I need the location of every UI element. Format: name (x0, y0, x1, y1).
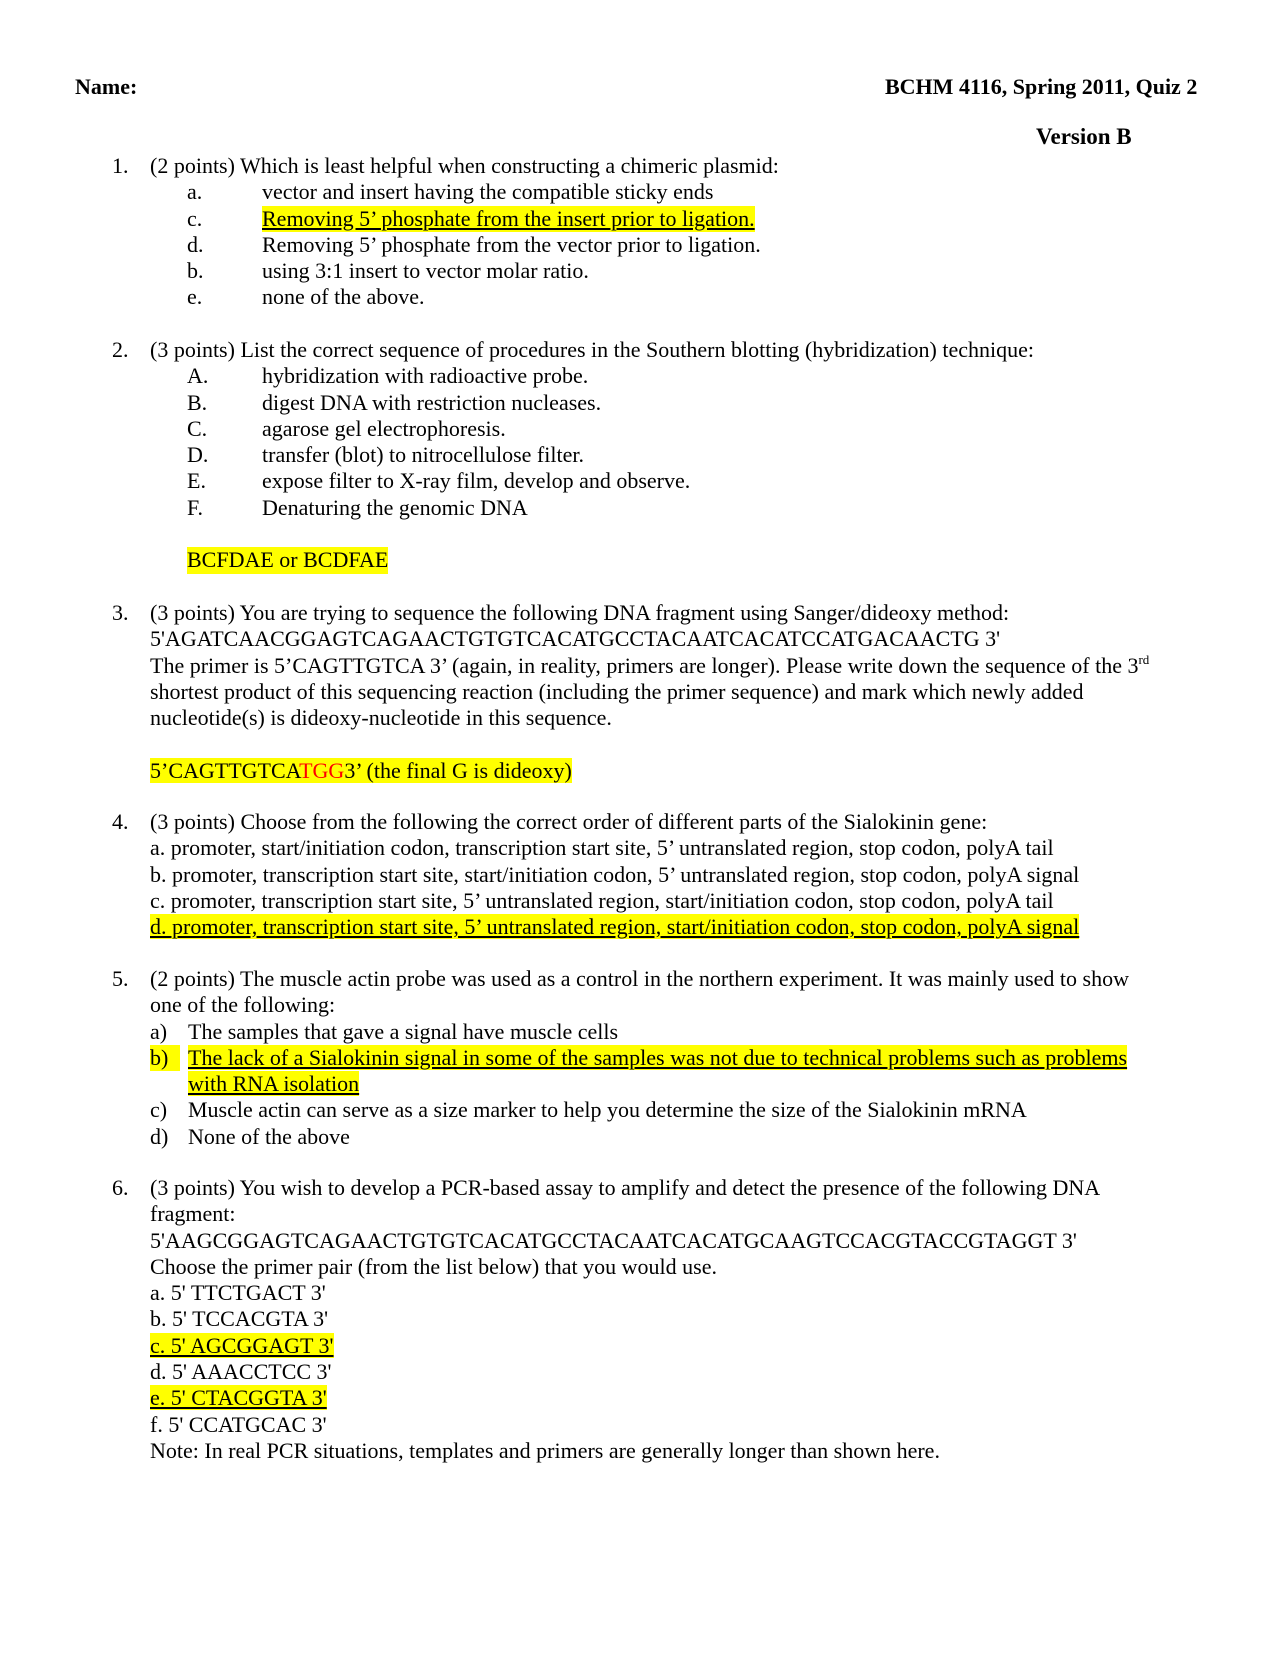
question-stem: (3 points) List the correct sequence of procedures in the Southern blotting (hybridization) technique: (150, 337, 1035, 362)
primer-text-line: shortest product of this sequencing reaction (including the primer sequence) and mark which newly added (150, 678, 1084, 704)
question-number: 2. (112, 337, 129, 362)
question-1 (112, 153, 1192, 311)
question-number: 1. (112, 153, 129, 178)
option-row (112, 495, 1192, 521)
question-stem: (3 points) You wish to develop a PCR-based assay to amplify and detect the presence of the following DNA (150, 1175, 1101, 1200)
option-letter: e. (187, 284, 203, 310)
dna-sequence: 5'AAGCGGAGTCAGAACTGTGTCACATGCCTACAATCACATGCAAGTCCACGTACCGTAGGT 3' (150, 1227, 1077, 1253)
dna-sequence: 5'AGATCAACGGAGTCAGAACTGTGTCACATGCCTACAATCACATCCATGACAACTG 3' (150, 626, 1001, 652)
option-text: Denaturing the genomic DNA (262, 494, 528, 520)
answer-red-nucleotides: TGG (299, 757, 345, 783)
option-row (112, 258, 1192, 284)
option-row (112, 284, 1192, 310)
question-2 (112, 337, 1192, 574)
version-label: Version B (1036, 124, 1132, 149)
option-text: hybridization with radioactive probe. (262, 363, 589, 389)
question-stem-continued: fragment: (150, 1201, 236, 1227)
option-row (112, 390, 1192, 416)
option-text: transfer (blot) to nitrocellulose filter. (262, 442, 584, 468)
question-stem: (2 points) The muscle actin probe was used as a control in the northern experiment. It was mainly used to show (150, 966, 1129, 991)
option-text: using 3:1 insert to vector molar ratio. (262, 258, 589, 284)
option-row (150, 1019, 1192, 1045)
option-text: The samples that gave a signal have muscle cells (188, 1018, 619, 1044)
option-letter: F. (187, 494, 203, 520)
option-letter: d) (150, 1123, 169, 1149)
option-text-highlighted: The lack of a Sialokinin signal in some of the samples was not due to technical problems such as problems with RNA isolation (188, 1044, 1128, 1097)
option-text: none of the above. (262, 284, 425, 310)
option-letter: a. (187, 179, 203, 205)
option-letter: c. (187, 205, 203, 231)
option-row (112, 442, 1192, 468)
option-row-answer (150, 1333, 1192, 1359)
instruction-text: Choose the primer pair (from the list below) that you would use. (150, 1253, 717, 1279)
option-letter: c) (150, 1097, 168, 1123)
question-4 (112, 809, 1192, 940)
option-text-highlighted: c. 5' AGCGGAGT 3' (150, 1332, 334, 1358)
option-letter: d. (187, 231, 204, 257)
option-text: b. 5' TCCACGTA 3' (150, 1306, 329, 1332)
primer-text-line: The primer is 5’CAGTTGTCA 3’ (again, in reality, primers are longer). Please write down the sequence of the 3rd (150, 651, 1150, 678)
question-5 (112, 966, 1192, 1150)
answer-row (112, 547, 1192, 573)
question-number: 5. (112, 966, 129, 991)
option-text: b. promoter, transcription start site, start/initiation codon, 5’ untranslated region, stop codon, polyA signal (150, 861, 1080, 887)
question-stem: (3 points) You are trying to sequence the following DNA fragment using Sanger/dideoxy method: (150, 600, 1010, 625)
option-row-answer (112, 206, 1192, 232)
option-row (112, 363, 1192, 389)
option-text: c. promoter, transcription start site, 5’ untranslated region, start/initiation codon, stop codon, polyA tail (150, 887, 1054, 913)
option-text: agarose gel electrophoresis. (262, 415, 506, 441)
answer-text: 5’CAGTTGTCATGG3’ (the final G is dideoxy) (150, 757, 572, 783)
option-letter: E. (187, 468, 206, 494)
course-title: BCHM 4116, Spring 2011, Quiz 2 (885, 74, 1198, 99)
name-label: Name: (75, 74, 138, 99)
option-row-answer (150, 1045, 1192, 1098)
option-text-highlighted: Removing 5’ phosphate from the insert prior to ligation. (262, 205, 755, 231)
option-letter: b. (187, 258, 204, 284)
question-stem: (3 points) Choose from the following the correct order of different parts of the Sialokinin gene: (150, 809, 988, 834)
question-6 (112, 1175, 1192, 1464)
option-row (112, 179, 1192, 205)
option-text: expose filter to X-ray film, develop and observe. (262, 468, 691, 494)
option-row-answer (150, 1385, 1192, 1411)
answer-row (150, 758, 1192, 784)
option-letter: C. (187, 415, 208, 441)
option-text: d. 5' AAACCTCC 3' (150, 1359, 332, 1385)
option-letter: b) (150, 1045, 180, 1071)
option-row (150, 1097, 1192, 1123)
note-text: Note: In real PCR situations, templates and primers are generally longer than shown here. (150, 1437, 940, 1463)
primer-text-line: nucleotide(s) is dideoxy-nucleotide in this sequence. (150, 705, 612, 731)
question-3 (112, 600, 1192, 784)
question-number: 6. (112, 1175, 129, 1200)
option-text: None of the above (188, 1123, 350, 1149)
question-stem: (2 points) Which is least helpful when constructing a chimeric plasmid: (150, 153, 779, 178)
option-letter: a) (150, 1018, 168, 1044)
option-row (112, 416, 1192, 442)
option-text: vector and insert having the compatible sticky ends (262, 179, 714, 205)
option-text: a. 5' TTCTGACT 3' (150, 1280, 326, 1306)
option-letter: B. (187, 389, 208, 415)
superscript-rd: rd (1138, 651, 1150, 667)
option-letter: D. (187, 442, 209, 468)
option-text: Removing 5’ phosphate from the vector prior to ligation. (262, 231, 761, 257)
option-text: a. promoter, start/initiation codon, transcription start site, 5’ untranslated region, stop codon, polyA tail (150, 835, 1054, 861)
question-number: 3. (112, 600, 129, 625)
option-text: Muscle actin can serve as a size marker to help you determine the size of the Sialokinin mRNA (188, 1097, 1027, 1123)
option-row (112, 468, 1192, 494)
option-row (112, 232, 1192, 258)
question-number: 4. (112, 809, 129, 834)
answer-text: BCFDAE or BCDFAE (187, 547, 389, 573)
option-row-answer (150, 914, 1192, 940)
option-text-highlighted: e. 5' CTACGGTA 3' (150, 1385, 327, 1411)
question-stem-continued: one of the following: (150, 992, 336, 1018)
option-letter: A. (187, 363, 209, 389)
option-text-highlighted: d. promoter, transcription start site, 5’ untranslated region, start/initiation codon, stop codon, polyA signal (150, 914, 1080, 940)
option-text: f. 5' CCATGCAC 3' (150, 1411, 327, 1437)
option-row (150, 1124, 1192, 1150)
option-text: digest DNA with restriction nucleases. (262, 389, 602, 415)
